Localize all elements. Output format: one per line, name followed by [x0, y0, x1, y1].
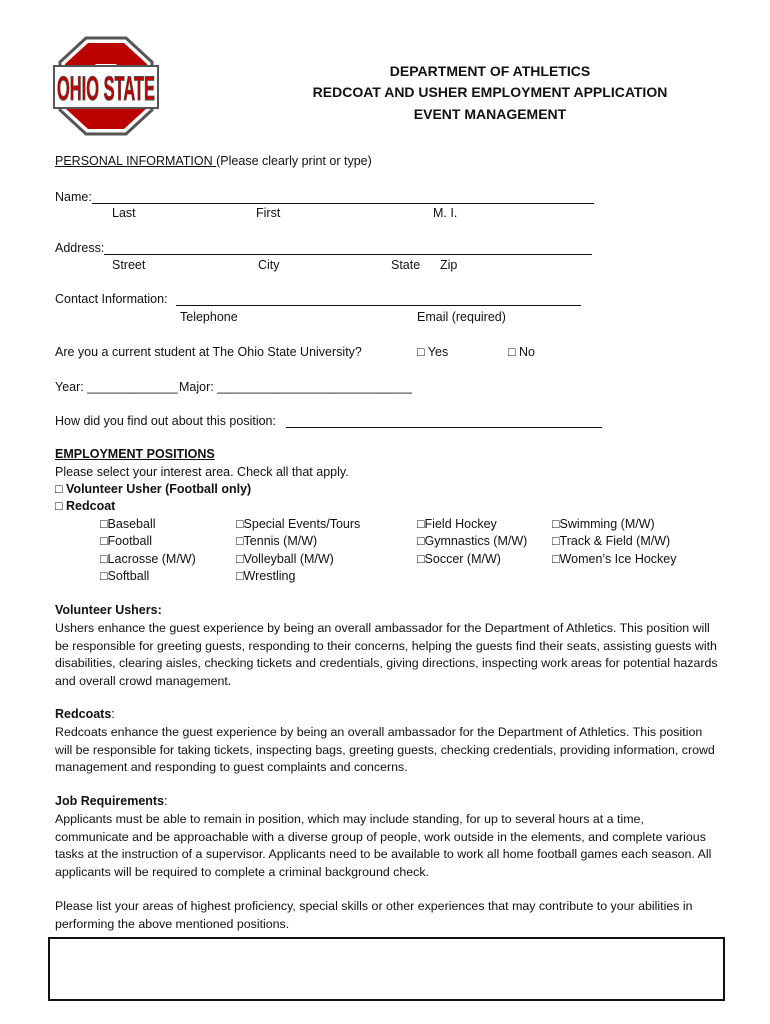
contact-sub-telephone: Telephone: [180, 310, 238, 324]
ohio-state-logo: [52, 36, 160, 136]
sport-swimming-checkbox[interactable]: □Swimming (M/W): [552, 517, 655, 531]
name-sub-first: First: [256, 206, 281, 220]
find-position-field[interactable]: [286, 427, 602, 428]
student-no-checkbox[interactable]: □ No: [508, 345, 536, 359]
sport-womens-ice-hockey-checkbox[interactable]: □Women’s Ice Hockey: [552, 552, 677, 566]
header-line-1: DEPARTMENT OF ATHLETICS: [389, 63, 591, 79]
redcoats-title: Redcoats: [55, 707, 112, 721]
skills-prompt: Please list your areas of highest proficiency, special skills or other experiences that may contribute to your abilities in performing the above mentioned positions.: [55, 899, 693, 931]
personal-info-note: (Please clearly print or type): [216, 154, 372, 168]
sport-soccer-checkbox[interactable]: □Soccer (M/W): [417, 552, 501, 566]
sport-football-checkbox[interactable]: □Football: [100, 534, 153, 548]
ushers-description: Ushers enhance the guest experience by being an overall ambassador for the Department of Athletics. This position will be responsible for greeting guests, responding to their concerns, helping the guests find their seats, assisting guests with disabilities, clearing aisles, checking tickets and credentials, giving directions, inspecting work areas for potential hazards and overall crowd management.: [55, 621, 718, 688]
redcoats-title-colon: :: [111, 707, 115, 721]
requirements-title-row: [55, 794, 168, 808]
sport-baseball-checkbox[interactable]: □Baseball: [100, 517, 156, 531]
contact-label: Contact Information:: [55, 292, 168, 306]
name-field[interactable]: [92, 203, 594, 204]
year-field[interactable]: Year: _____________: [55, 380, 178, 394]
sport-softball-checkbox[interactable]: □Softball: [100, 569, 150, 583]
name-sub-mi: M. I.: [433, 206, 458, 220]
redcoats-title-row: [55, 707, 115, 721]
find-position-label: How did you find out about this position:: [55, 414, 276, 428]
address-label: Address:: [55, 241, 105, 255]
student-question: Are you a current student at The Ohio State University?: [55, 345, 362, 359]
sport-field-hockey-checkbox[interactable]: □Field Hockey: [417, 517, 497, 531]
sport-lacrosse-checkbox[interactable]: □Lacrosse (M/W): [100, 552, 196, 566]
redcoats-description: Redcoats enhance the guest experience by being an overall ambassador for the Department of Athletics. This position will be responsible for taking tickets, inspecting bags, greeting guests, checking credentials, providing information, crowd management and responding to guest complaints and concerns.: [55, 725, 715, 774]
contact-field[interactable]: [176, 305, 581, 306]
requirements-title: Job Requirements: [55, 794, 165, 808]
major-field[interactable]: Major: ____________________________: [179, 380, 412, 394]
redcoat-checkbox[interactable]: □ Redcoat: [55, 499, 116, 513]
positions-heading: EMPLOYMENT POSITIONS: [55, 447, 215, 461]
sport-special-events-checkbox[interactable]: □Special Events/Tours: [236, 517, 361, 531]
sport-tennis-checkbox[interactable]: □Tennis (M/W): [236, 534, 318, 548]
header-line-3: EVENT MANAGEMENT: [413, 106, 567, 122]
contact-sub-email: Email (required): [417, 310, 506, 324]
skills-response-box[interactable]: [48, 937, 725, 1001]
personal-info-title: PERSONAL INFORMATION: [55, 154, 217, 168]
address-sub-city: City: [258, 258, 280, 272]
ushers-title: Volunteer Ushers:: [55, 603, 162, 617]
positions-instruction: Please select your interest area. Check all that apply.: [55, 465, 349, 479]
volunteer-usher-checkbox[interactable]: □ Volunteer Usher (Football only): [55, 482, 252, 496]
requirements-title-colon: :: [164, 794, 168, 808]
sport-wrestling-checkbox[interactable]: □Wrestling: [236, 569, 296, 583]
logo-wordmark: OHIO STATE: [57, 70, 155, 108]
address-sub-street: Street: [112, 258, 146, 272]
address-sub-state: State: [391, 258, 421, 272]
address-field[interactable]: [104, 254, 592, 255]
sport-gymnastics-checkbox[interactable]: □Gymnastics (M/W): [417, 534, 528, 548]
address-sub-zip: Zip: [440, 258, 458, 272]
sport-volleyball-checkbox[interactable]: □Volleyball (M/W): [236, 552, 334, 566]
header-line-2: REDCOAT AND USHER EMPLOYMENT APPLICATION: [312, 84, 668, 100]
personal-info-heading: [55, 154, 372, 168]
student-yes-checkbox[interactable]: □ Yes: [417, 345, 449, 359]
name-sub-last: Last: [112, 206, 136, 220]
sport-track-field-checkbox[interactable]: □Track & Field (M/W): [552, 534, 671, 548]
name-label: Name:: [55, 190, 92, 204]
requirements-description: Applicants must be able to remain in position, which may include standing, for up to several hours at a time, communicate and be approachable with a diverse group of people, work outside in the elements, and complete various tasks at the instruction of a supervisor. Applicants need to be available to work all home football games each season. All applicants will be required to complete a criminal background check.: [55, 812, 712, 879]
